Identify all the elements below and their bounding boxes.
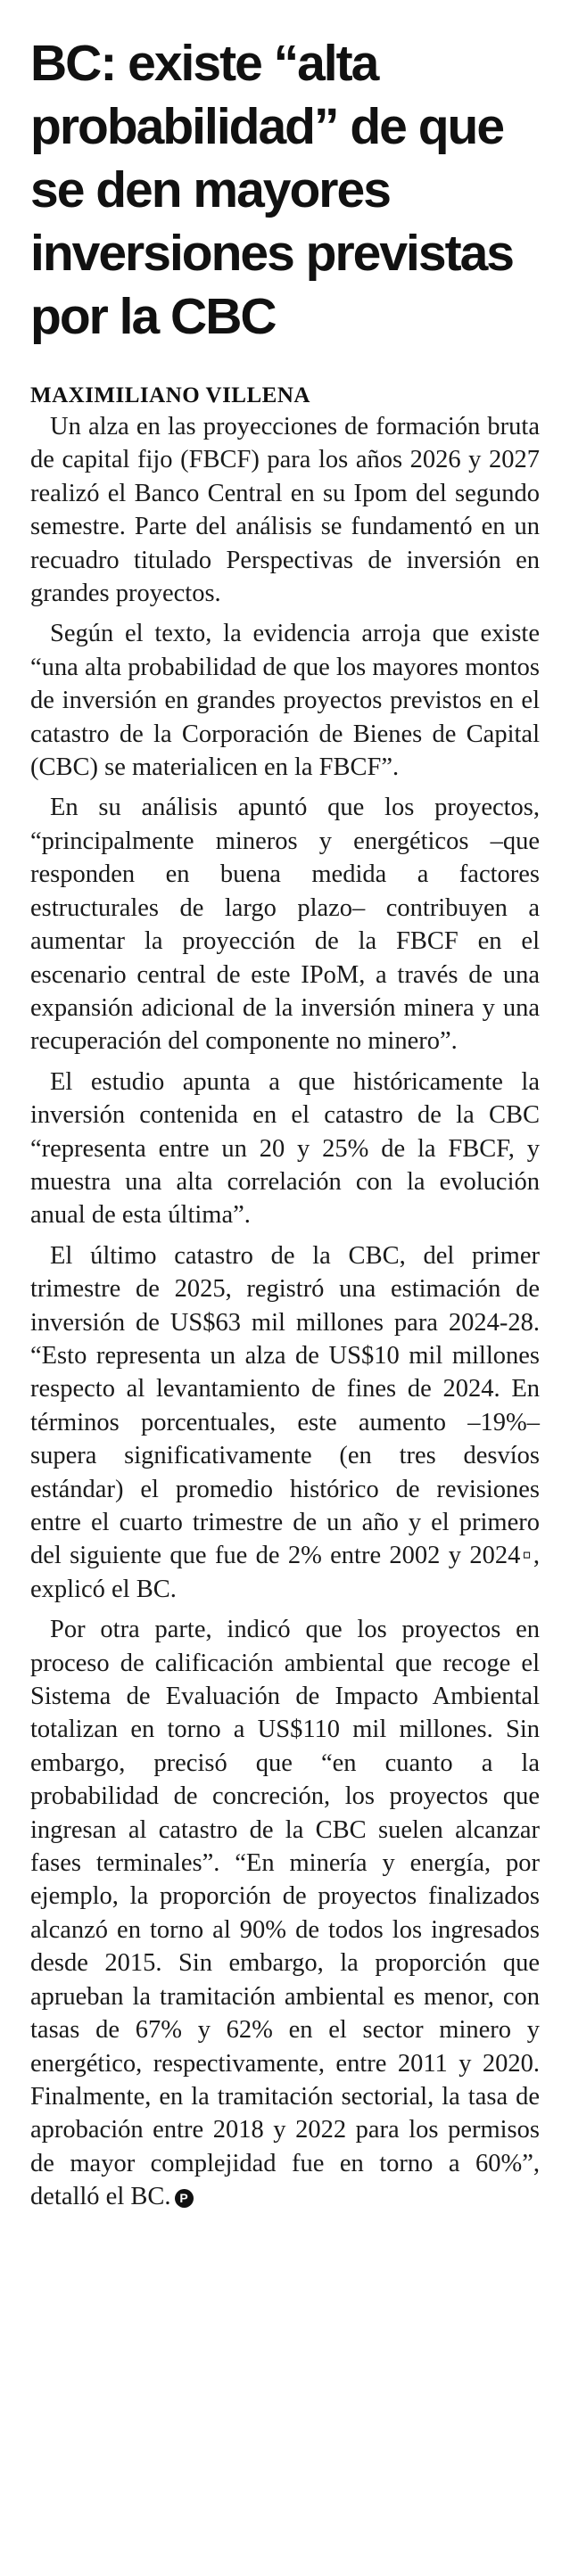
article <box>30 32 540 2221</box>
paragraph-6 <box>30 1613 540 2213</box>
paragraph-6-text: Por otra parte, indicó que los proyectos en proceso de calificación ambiental que recoge el Sistema de Evaluación de Impacto Ambiental totalizan en torno a US$110 mil millones. Sin embargo, precisó que “en cuanto a la probabilidad de concreción, los proyectos que ingresan al catastro de la CBC suelen alcanzar fases terminales”. “En minería y energía, por ejemplo, la proporción de proyectos finalizados alcanzó en torno al 90% de todos los ingresados desde 2015. Sin embargo, la proporción que aprueban la tramitación ambiental es menor, con tasas de 67% y 62% en el sector minero y energético, respectivamente, entre 2011 y 2020. Finalmente, en la tramitación sectorial, la tasa de aprobación entre 2018 y 2022 para los permisos de mayor complejidad fue en torno a 60%”, detalló el BC. <box>30 1616 540 2211</box>
byline: MAXIMILIANO VILLENA <box>30 383 310 407</box>
paragraph-4: El estudio apunta a que históricamente la inversión contenida en el catastro de la CBC “representa entre un 20 y 25% de la FBCF, y muestra una alta correlación con la evolución anual de esta última”. <box>30 1067 540 1230</box>
paragraph-2: Según el texto, la evidencia arroja que existe “una alta probabilidad de que los mayores montos de inversión en grandes proyectos previstos en el catastro de la Corporación de Bienes de Capital (CBC) se materialicen en la FBCF”. <box>30 620 540 782</box>
paragraph-5: El último catastro de la CBC, del primer trimestre de 2025, registró una estimación de inversión de US$63 mil millones para 2024-28. “Esto representa un alza de US$10 mil millones respecto al levantamiento de fines de 2024. En términos porcentuales, este aumento –19%– supera significativamente (en tres desvíos estándar) el promedio histórico de revisiones entre el cuarto trimestre de un año y el primero del siguiente que fue de 2% entre 2002 y 2024▫, explicó el BC. <box>30 1241 540 1603</box>
paragraph-1: Un alza en las proyecciones de formación bruta de capital fijo (FBCF) para los años 2026 y 2027 realizó el Banco Central en su Ipom del segundo semestre. Parte del análisis se fundamentó en un recuadro titulado Perspectivas de inversión en grandes proyectos. <box>30 413 540 608</box>
article-body <box>30 410 540 2214</box>
paragraph-3: En su análisis apuntó que los proyectos, “principalmente mineros y energéticos –que responden en buena medida a factores estructurales de largo plazo– contribuyen a aumentar la proyección de la FBCF en el escenario central de este IPoM, a través de una expansión adicional de la inversión minera y una recuperación del componente no minero”. <box>30 794 540 1056</box>
end-mark-icon: P <box>175 2189 194 2208</box>
headline: BC: existe “alta probabilidad” de que se den mayores inversiones previstas por la CBC <box>30 35 513 345</box>
